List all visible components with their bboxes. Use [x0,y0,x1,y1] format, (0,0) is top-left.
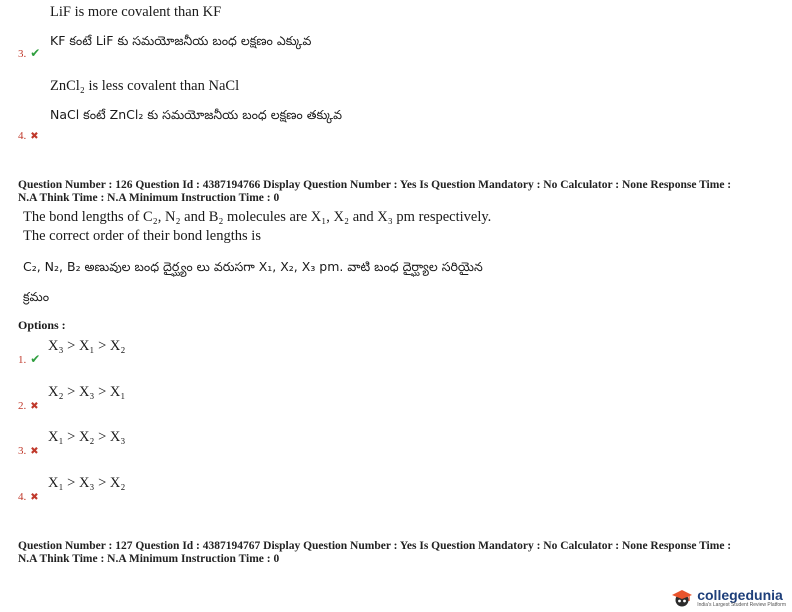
prev-option-3-english: LiF is more covalent than KF [50,4,222,20]
prev-option-3-marker [18,44,40,62]
question-126-telugu-line-1: C₂, N₂, B₂ అణువుల బంధ దైర్ఘ్యం లు వరుసగా X₁, X₂, X₃ pm. వాటి బంధ దైర్ఘ్యాల సరియైన [23,259,483,274]
correct-check-icon: ✔ [30,46,41,60]
option-1-text: X₃ > X₁ > X₂ [48,338,126,354]
option-4-marker [18,487,39,505]
logo-text-block [697,588,786,608]
prev-option-4-english: ZnCl₂ is less covalent than NaCl [50,78,240,94]
option-1-marker [18,350,40,368]
option-3-marker [18,441,39,459]
option-number: 4. [18,130,27,142]
option-number: 1. [18,354,27,366]
question-127-meta-line-1: Question Number : 127 Question Id : 4387194767 Display Question Number : Yes Is Question Mandatory : No Calculator : None Response Time : [18,540,732,552]
question-127-meta-line-2: N.A Think Time : N.A Minimum Instruction Time : 0 [18,553,280,565]
prev-option-3-telugu: KF కంటే LiF కు సమయోజనీయ బంధ లక్షణం ఎక్కువ [50,33,312,48]
question-126-meta-line-2: N.A Think Time : N.A Minimum Instruction Time : 0 [18,192,280,204]
option-4-text: X₁ > X₃ > X₂ [48,475,126,491]
logo-name: collegedunia [697,587,783,603]
wrong-cross-icon: ✖ [30,401,39,412]
wrong-cross-icon: ✖ [30,492,39,503]
question-126-meta-line-1: Question Number : 126 Question Id : 4387194766 Display Question Number : Yes Is Question Mandatory : No Calculator : None Response Time : [18,179,732,191]
prev-option-4-telugu: NaCl కంటే ZnCl₂ కు సమయోజనీయ బంధ లక్షణం తక్కువ [50,107,343,122]
question-126-english-line-1: The bond lengths of C₂, N₂ and B₂ molecules are X₁, X₂ and X₃ pm respectively. [23,209,492,225]
wrong-cross-icon: ✖ [30,131,39,142]
question-126-english-line-2: The correct order of their bond lengths is [23,228,261,244]
option-number: 3. [18,445,27,457]
option-2-marker [18,396,39,414]
options-label: Options : [18,318,66,332]
question-126-telugu-line-2: క్రమం [23,289,50,304]
prev-option-4-marker [18,126,39,144]
option-number: 4. [18,491,27,503]
collegedunia-logo [671,588,786,608]
option-number: 2. [18,400,27,412]
wrong-cross-icon: ✖ [30,446,39,457]
correct-check-icon: ✔ [30,352,41,366]
graduation-cap-icon [671,589,693,607]
logo-tagline: India's Largest Student Review Platform [697,602,786,608]
option-3-text: X₁ > X₂ > X₃ [48,429,126,445]
option-number: 3. [18,48,27,60]
option-2-text: X₂ > X₃ > X₁ [48,384,126,400]
